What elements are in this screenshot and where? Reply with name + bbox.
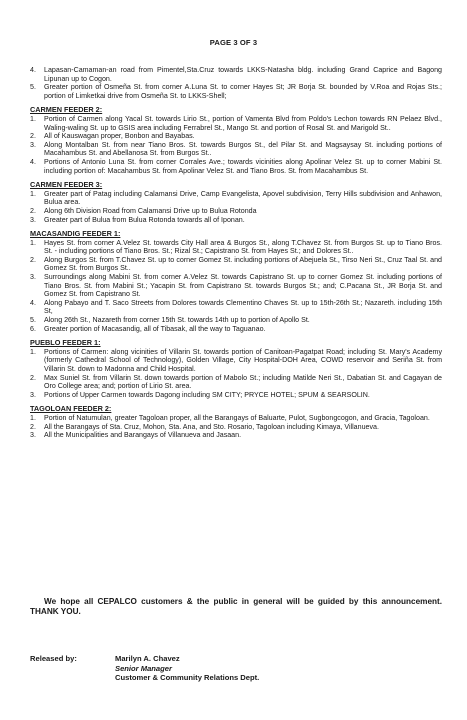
document-body bbox=[30, 66, 442, 446]
item-text: Along Burgos St. from T.Chavez St. up to corner Gomez St. including portions of Abejuela St., Tirso Neri St., Cruz Taal St. and Gomez St. from Burgos St.. bbox=[44, 255, 442, 273]
list-item bbox=[30, 207, 442, 216]
list-item bbox=[30, 83, 442, 100]
page-number: PAGE 3 OF 3 bbox=[209, 38, 258, 47]
item-text: All of Kauswagan proper, Bonbon and Bayabas. bbox=[44, 132, 195, 141]
list-item bbox=[30, 299, 442, 316]
item-number: 2. bbox=[30, 373, 36, 382]
section-list bbox=[30, 115, 442, 175]
list-item bbox=[30, 273, 442, 299]
item-number: 3. bbox=[30, 215, 36, 224]
list-item bbox=[30, 431, 442, 440]
item-text: Portions of Upper Carmen towards Dagong including SM CITY; PRYCE HOTEL; SPUM & SEARSOLIN. bbox=[44, 390, 370, 399]
item-number: 3. bbox=[30, 140, 36, 149]
item-number: 6. bbox=[30, 324, 36, 333]
item-text: Greater portion of Osmeña St. from corner A.Luna St. to corner Hayes St; JR Borja St. bounded by V.Roa and Rojas Sts.; portion of Limketkai drive from Osmeña St. to LKKS-Shell; bbox=[44, 83, 442, 100]
list-item bbox=[30, 325, 442, 334]
item-number: 2. bbox=[30, 255, 36, 264]
list-item bbox=[30, 391, 442, 400]
item-number: 1. bbox=[30, 114, 36, 123]
item-text: Lapasan-Camaman-an road from Pimentel,Sta.Cruz towards LKKS-Natasha bldg. including Grand Caprice and Bagong Lipunan up to Cogon. bbox=[44, 66, 442, 83]
item-number: 2. bbox=[30, 132, 36, 141]
item-text: Hayes St. from corner A.Velez St. towards City Hall area & Burgos St., along T.Chavez St. from Burgos St. up to Tiano Bros. St. - including portions of Tiano Bros. St.; Rizal St.; Capistrano St. from Hayes St.; and Dolores St.. bbox=[44, 238, 442, 256]
item-text: All the Barangays of Sta. Cruz, Mohon, Sta. Ana, and Sto. Rosario, Tagoloan including Kimaya, Villanueva. bbox=[44, 422, 379, 431]
item-number: 2. bbox=[30, 206, 36, 215]
section-heading: TAGOLOAN FEEDER 2: bbox=[30, 404, 112, 414]
feeder-section bbox=[30, 405, 442, 439]
signatory-title: Senior Manager bbox=[115, 663, 172, 673]
item-text: Portions of Carmen: along vicinities of Villarin St. towards portion of Canitoan-Pagatpat Road; including St. Mary's Academy (formerly Cathedral School of Technology), Golden Village, City Hospital-DOH Area, COWD reservoir and Seriña St. from Villarin St. down to Madonna and Child Hospital. bbox=[44, 347, 442, 373]
item-text: Surroundings along Mabini St. from corner A.Velez St. towards Capistrano St. up to corner Gomez St. including portions of Tiano Bros. St. from Mabini St.; Yacapin St. from Capistrano St. towards Burgos St.; and; C.Pacana St., JR Borja St. and Gomez St. from Capistrano St. bbox=[44, 273, 442, 299]
item-number: 5. bbox=[30, 83, 36, 92]
item-number: 3. bbox=[30, 273, 36, 282]
list-item bbox=[30, 190, 442, 207]
list-item bbox=[30, 423, 442, 432]
item-number: 4. bbox=[30, 157, 36, 166]
item-text: Along Montalban St. from near Tiano Bros. St. towards Burgos St., del Pilar St. and Magsaysay St. including portions of Macahambus St. and Abellanosa St. from Burgos St.. bbox=[44, 140, 442, 158]
feeder-section bbox=[30, 230, 442, 333]
section-list bbox=[30, 239, 442, 334]
list-item bbox=[30, 66, 442, 83]
item-number: 4. bbox=[30, 66, 36, 74]
section-heading: MACASANDIG FEEDER 1: bbox=[30, 229, 121, 239]
signatory-name: Marilyn A. Chavez bbox=[115, 654, 180, 663]
item-number: 1. bbox=[30, 347, 36, 356]
item-text: All the Municipalities and Barangays of Villanueva and Jasaan. bbox=[44, 431, 242, 440]
item-number: 3. bbox=[30, 431, 36, 440]
list-item bbox=[30, 132, 442, 141]
item-number: 2. bbox=[30, 422, 36, 431]
item-text: Portion of Carmen along Yacal St. towards Lirio St., portion of Vamenta Blvd from Poldo's Lechon towards RN Pelaez Blvd., Waling-waling St. up to GSIS area including Ferrabrel St., Mango St. and portion of Rosal St. and Marigold St.. bbox=[44, 114, 442, 132]
section-list bbox=[30, 348, 442, 400]
intro-list bbox=[30, 66, 442, 100]
feeder-sections bbox=[30, 106, 442, 439]
item-text: Portions of Antonio Luna St. from corner Corrales Ave.; towards vicinities along Apolinar Velez St. up to corner Mabini St. including portion of: Macahambus St. from Apolinar Velez St. and Tiano Bros. St. from Macahambus St. bbox=[44, 157, 442, 175]
item-number: 4. bbox=[30, 298, 36, 307]
section-heading: PUEBLO FEEDER 1: bbox=[30, 338, 101, 348]
item-text: Greater portion of Macasandig, all of Tibasak, all the way to Taguanao. bbox=[44, 324, 266, 333]
list-item bbox=[30, 348, 442, 374]
section-list bbox=[30, 190, 442, 224]
list-item bbox=[30, 216, 442, 225]
signatory-department: Customer & Community Relations Dept. bbox=[115, 673, 260, 683]
item-text: Along 6th Division Road from Calamansi Drive up to Bulua Rotonda bbox=[44, 206, 257, 215]
item-number: 5. bbox=[30, 316, 36, 325]
section-heading: CARMEN FEEDER 2: bbox=[30, 105, 103, 115]
feeder-section bbox=[30, 106, 442, 175]
item-text: Greater part of Patag including Calamansi Drive, Camp Evangelista, Apovel subdivision, Terry Hills subdivision and Anhawon, Bulua area. bbox=[44, 189, 442, 207]
item-text: Along 26th St., Nazareth from corner 15th St. towards 14th up to portion of Apollo St. bbox=[44, 316, 310, 325]
section-list bbox=[30, 414, 442, 440]
list-item bbox=[30, 239, 442, 256]
list-item bbox=[30, 115, 442, 132]
feeder-section bbox=[30, 339, 442, 399]
item-number: 1. bbox=[30, 189, 36, 198]
list-item bbox=[30, 374, 442, 391]
list-item bbox=[30, 414, 442, 423]
item-text: Greater part of Bulua from Bulua Rotonda towards all of Iponan. bbox=[44, 215, 245, 224]
item-number: 3. bbox=[30, 390, 36, 399]
list-item bbox=[30, 316, 442, 325]
closing-statement: We hope all CEPALCO customers & the public in general will be guided by this announcement. THANK YOU. bbox=[30, 597, 442, 616]
list-item bbox=[30, 158, 442, 175]
item-number: 1. bbox=[30, 413, 36, 422]
list-item bbox=[30, 141, 442, 158]
released-by-label: Released by: bbox=[30, 654, 77, 663]
feeder-section bbox=[30, 181, 442, 224]
item-text: Portion of Natumulan, greater Tagoloan proper, all the Barangays of Baluarte, Pulot, Sugbongcogon, and Gracia, Tagoloan. bbox=[44, 413, 430, 422]
item-text: Along Pabayo and T. Saco Streets from Dolores towards Clementino Chaves St. up to 15th-26th St.; Nazareth. including 15th St, bbox=[44, 298, 442, 316]
item-number: 1. bbox=[30, 238, 36, 247]
list-item bbox=[30, 256, 442, 273]
section-heading: CARMEN FEEDER 3: bbox=[30, 180, 103, 190]
item-text: Max Suniel St. from Villarin St. down towards portion of Mabolo St.; including Matilde Neri St., Dabatian St. and Cagayan de Oro College area; and; portion of Lirio St. area. bbox=[44, 373, 442, 391]
